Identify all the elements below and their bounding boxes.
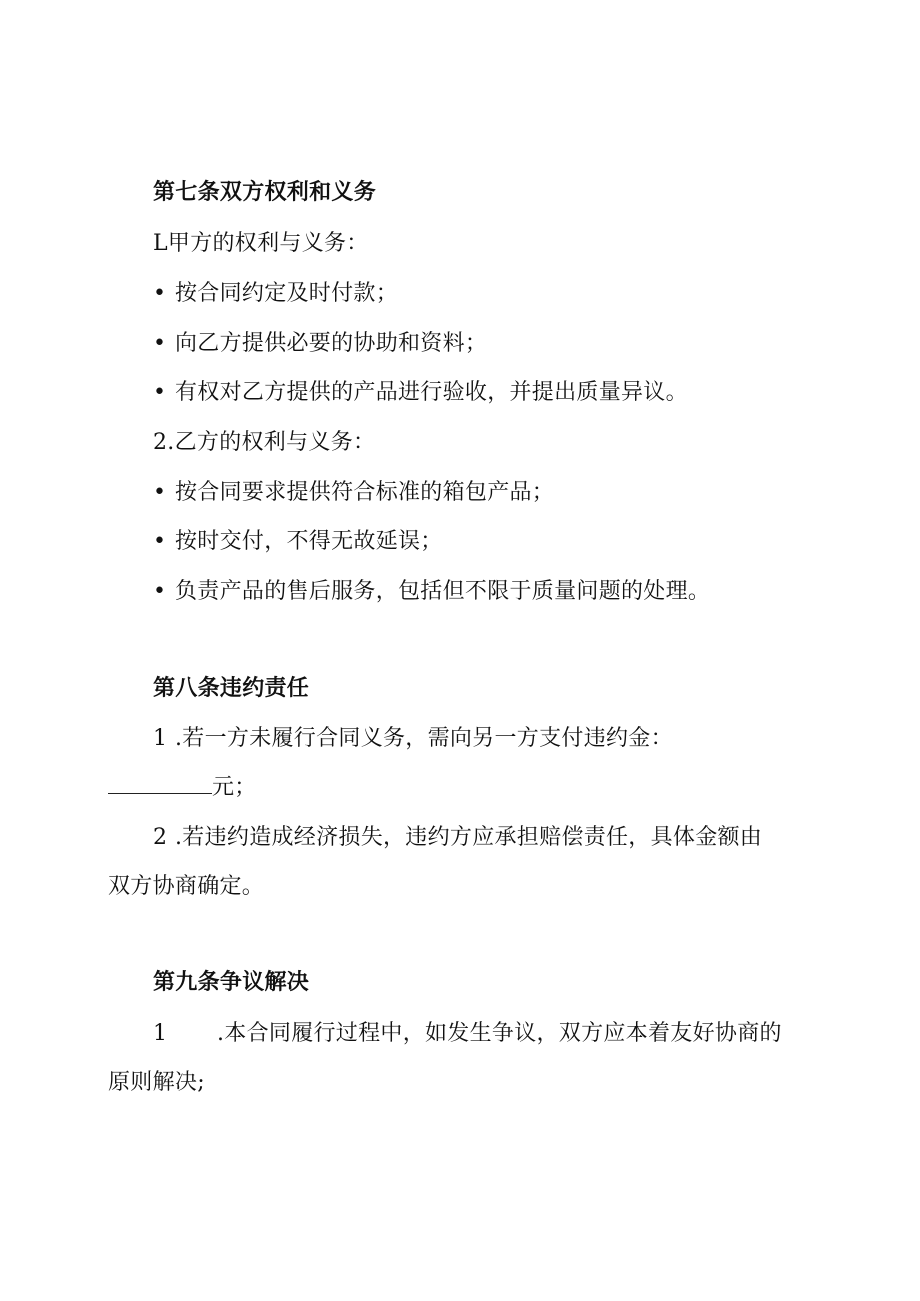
article-8-item-2 xyxy=(153,823,762,853)
article-8-item-1-continuation xyxy=(108,773,257,803)
item-number: 2 xyxy=(153,825,168,850)
list-item-text: 有权对乙方提供的产品进行验收，并提出质量异议。 xyxy=(175,380,688,405)
list-item xyxy=(153,577,710,607)
item-text: .本合同履行过程中，如发生争议，双方应本着友好协商的 xyxy=(217,1021,782,1046)
bullet-icon: • xyxy=(153,480,167,505)
list-item-text: 按合同要求提供符合标准的箱包产品； xyxy=(175,480,555,505)
item-number: 1 xyxy=(153,1021,168,1046)
item-text: 元； xyxy=(212,775,257,800)
list-item-text: 负责产品的售后服务，包括但不限于质量问题的处理。 xyxy=(175,579,711,604)
list-item-text: 向乙方提供必要的协助和资料； xyxy=(175,331,488,356)
list-item xyxy=(153,478,554,508)
fill-in-blank[interactable] xyxy=(108,773,212,794)
bullet-icon: • xyxy=(153,529,167,554)
article-8-title: 第八条违约责任 xyxy=(153,676,310,701)
list-item xyxy=(153,279,398,309)
article-9-item-1 xyxy=(153,1019,782,1049)
list-item-text: 按时交付，不得无故延误； xyxy=(175,529,443,554)
article-9-title: 第九条争议解决 xyxy=(153,970,310,995)
bullet-icon: • xyxy=(153,380,167,405)
list-item xyxy=(153,329,487,359)
item-text: .若一方未履行合同义务，需向另一方支付违约金： xyxy=(175,726,673,751)
article-9-item-1-continuation: 原则解决; xyxy=(108,1070,205,1095)
article-7-title: 第七条双方权利和义务 xyxy=(153,180,377,205)
list-item xyxy=(153,378,688,408)
party-b-heading: 2.乙方的权利与义务： xyxy=(153,430,376,455)
bullet-icon: • xyxy=(153,331,167,356)
item-text: .若违约造成经济损失，违约方应承担赔偿责任，具体金额由 xyxy=(175,825,763,850)
bullet-icon: • xyxy=(153,281,167,306)
article-8-item-2-continuation: 双方协商确定。 xyxy=(108,874,265,899)
item-number: 1 xyxy=(153,726,168,751)
bullet-icon: • xyxy=(153,579,167,604)
list-item xyxy=(153,527,443,557)
article-8-item-1 xyxy=(153,724,673,754)
party-a-heading: L甲方的权利与义务： xyxy=(153,231,369,256)
list-item-text: 按合同约定及时付款； xyxy=(175,281,399,306)
